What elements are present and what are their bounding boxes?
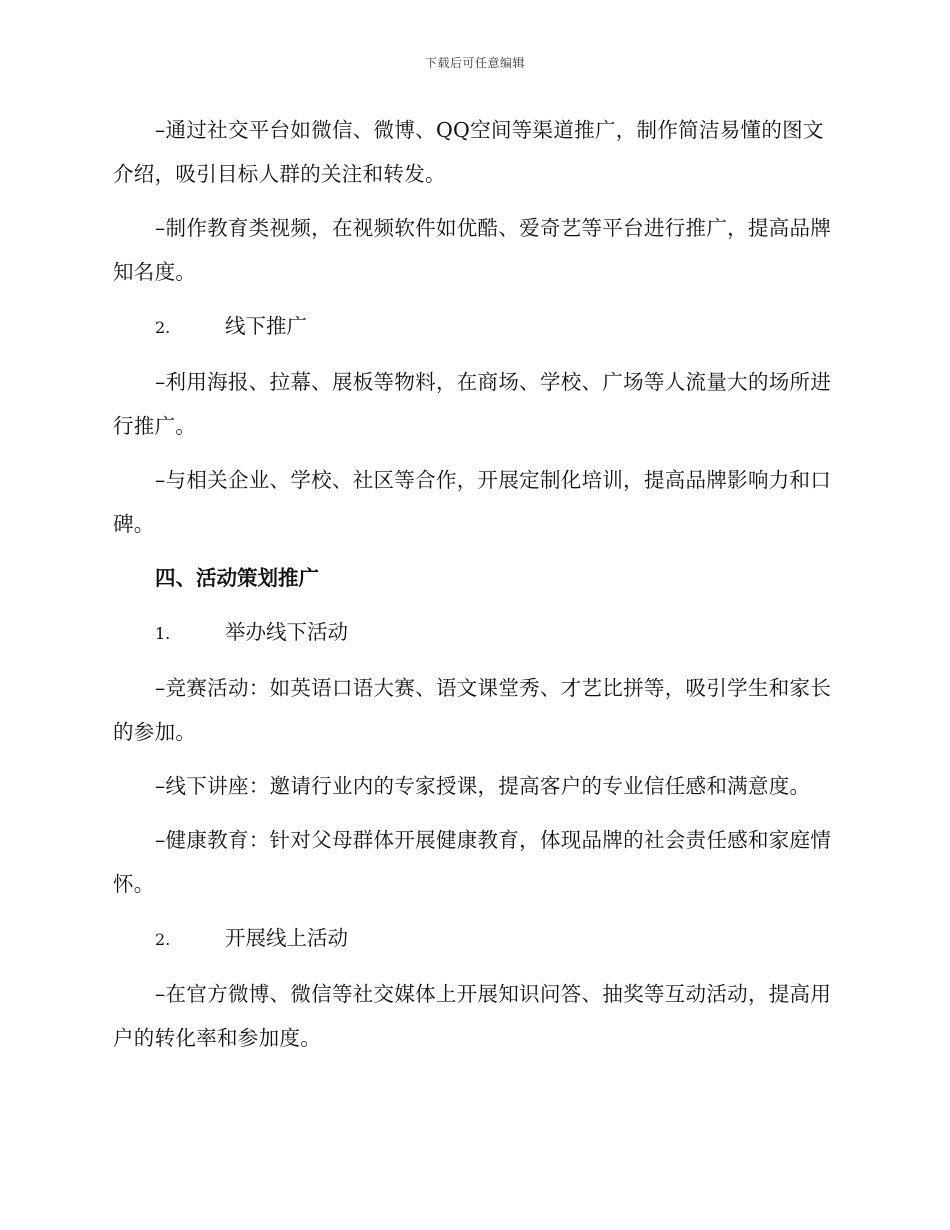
paragraph-online-interaction: –在官方微博、微信等社交媒体上开展知识问答、抽奖等互动活动，提高用户的转化率和参加度。 — [113, 982, 832, 1050]
list-number: 2. — [155, 318, 171, 337]
paragraph-competition: –竞赛活动：如英语口语大赛、语文课堂秀、才艺比拼等，吸引学生和家长的参加。 — [113, 676, 832, 744]
list-item-label: 开展线上活动 — [225, 926, 348, 950]
document-body — [113, 108, 837, 1070]
paragraph-offline-materials: –利用海报、拉幕、展板等物料，在商场、学校、广场等人流量大的场所进行推广。 — [113, 370, 832, 438]
paragraph-online-video: –制作教育类视频，在视频软件如优酷、爱奇艺等平台进行推广，提高品牌知名度。 — [113, 216, 832, 284]
list-number: 2. — [155, 930, 171, 949]
paragraph-lecture: –线下讲座：邀请行业内的专家授课，提高客户的专业信任感和满意度。 — [155, 774, 811, 798]
list-item-label: 举办线下活动 — [225, 620, 348, 644]
list-number: 1. — [155, 624, 171, 643]
paragraph-offline-cooperation: –与相关企业、学校、社区等合作，开展定制化培训，提高品牌影响力和口碑。 — [113, 468, 832, 536]
paragraph-health-education: –健康教育：针对父母群体开展健康教育，体现品牌的社会责任感和家庭情怀。 — [113, 828, 832, 896]
list-item-offline-promotion — [113, 304, 837, 350]
section-heading: 四、活动策划推广 — [155, 566, 319, 590]
list-item-offline-events — [113, 610, 837, 656]
list-item-label: 线下推广 — [225, 314, 307, 338]
list-item-online-events — [113, 916, 837, 962]
paragraph-online-social: –通过社交平台如微信、微博、QQ空间等渠道推广，制作简洁易懂的图文介绍，吸引目标人群的关注和转发。 — [113, 118, 824, 186]
page-header: 下载后可任意编辑 — [424, 56, 525, 70]
